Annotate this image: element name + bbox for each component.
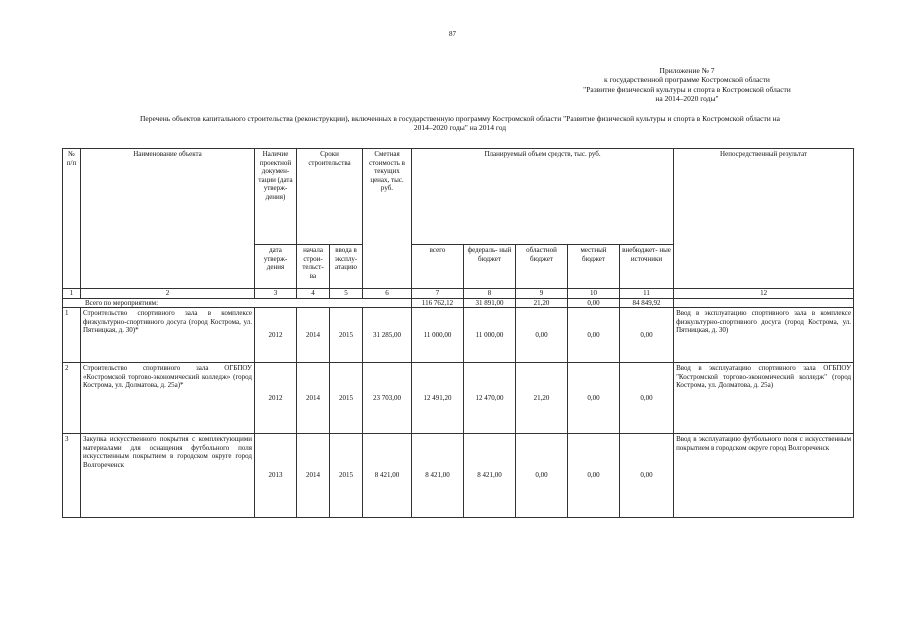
row-federal: 11 000,00 bbox=[464, 308, 516, 363]
subheader-regional: областной бюджет bbox=[516, 245, 568, 289]
row-doc-date: 2013 bbox=[255, 434, 297, 518]
column-number: 10 bbox=[568, 289, 620, 299]
column-number: 6 bbox=[363, 289, 412, 299]
row-local: 0,00 bbox=[568, 308, 620, 363]
total-extra: 84 849,92 bbox=[620, 298, 674, 308]
header-terms: Сроки строительства bbox=[297, 149, 363, 245]
row-start: 2014 bbox=[297, 308, 330, 363]
subheader-local: местный бюджет bbox=[568, 245, 620, 289]
column-number: 2 bbox=[81, 289, 255, 299]
row-num: 3 bbox=[63, 434, 81, 518]
title-line-1: Перечень объектов капитального строительства (реконструкции), включенных в государственную программу Костромской области "Развитие физической культуры и спорта в Костромской области на bbox=[140, 114, 780, 123]
row-extra: 0,00 bbox=[620, 434, 674, 518]
row-name: Закупка искусственного покрытия с комплектующими материалами для оснащения футбольного поля искусственным покрытием в городском округе город Волгореченск bbox=[81, 434, 255, 518]
row-commission: 2015 bbox=[330, 363, 363, 434]
document-title bbox=[60, 114, 860, 133]
row-cost: 23 703,00 bbox=[363, 363, 412, 434]
row-cost: 8 421,00 bbox=[363, 434, 412, 518]
row-regional: 0,00 bbox=[516, 308, 568, 363]
row-doc-date: 2012 bbox=[255, 363, 297, 434]
appendix-header bbox=[520, 66, 854, 104]
row-result: Ввод в эксплуатацию спортивного зала в комплексе физкультурно-спортивного досуга (город Кострома, ул. Пятницкая, д. 30) bbox=[674, 308, 854, 363]
column-number: 7 bbox=[412, 289, 464, 299]
header-result: Непосредственный результат bbox=[674, 149, 854, 289]
header-docs: Наличие проектной докумен- тации (дата утверж- дения) bbox=[255, 149, 297, 245]
row-num: 2 bbox=[63, 363, 81, 434]
column-number-row bbox=[63, 289, 854, 299]
row-result: Ввод в эксплуатацию футбольного поля с искусственным покрытием в городском округе город Волгореченск bbox=[674, 434, 854, 518]
appendix-line-2: к государственной программе Костромской области bbox=[604, 75, 770, 85]
objects-table bbox=[62, 148, 854, 518]
row-federal: 12 470,00 bbox=[464, 363, 516, 434]
row-local: 0,00 bbox=[568, 434, 620, 518]
row-cost: 31 285,00 bbox=[363, 308, 412, 363]
total-federal: 31 891,00 bbox=[464, 298, 516, 308]
header-num: № п/п bbox=[63, 149, 81, 289]
row-start: 2014 bbox=[297, 363, 330, 434]
header-name: Наименование объекта bbox=[81, 149, 255, 289]
row-total: 8 421,00 bbox=[412, 434, 464, 518]
row-name: Строительство спортивного зала в комплексе физкультурно-спортивного досуга (город Кострома, ул. Пятницкая, д. 30)* bbox=[81, 308, 255, 363]
appendix-line-3: "Развитие физической культуры и спорта в Костромской области bbox=[583, 84, 791, 94]
column-number: 8 bbox=[464, 289, 516, 299]
row-start: 2014 bbox=[297, 434, 330, 518]
row-total: 11 000,00 bbox=[412, 308, 464, 363]
row-local: 0,00 bbox=[568, 363, 620, 434]
header-row bbox=[63, 149, 854, 245]
column-number: 12 bbox=[674, 289, 854, 299]
row-federal: 8 421,00 bbox=[464, 434, 516, 518]
subheader-start: начала строи- тельст- ва bbox=[297, 245, 330, 289]
table-row bbox=[63, 363, 854, 434]
row-commission: 2015 bbox=[330, 434, 363, 518]
appendix-line-4: на 2014–2020 годы" bbox=[655, 94, 719, 104]
row-result: Ввод в эксплуатацию спортивного зала ОГБПОУ "Костромской торгово-экономический колледж" (город Кострома, ул. Долматова, д. 25а) bbox=[674, 363, 854, 434]
column-number: 9 bbox=[516, 289, 568, 299]
appendix-line-1: Приложение № 7 bbox=[659, 66, 715, 75]
header-planned: Планируемый объем средств, тыс. руб. bbox=[412, 149, 674, 245]
row-num: 1 bbox=[63, 308, 81, 363]
row-regional: 21,20 bbox=[516, 363, 568, 434]
column-number: 4 bbox=[297, 289, 330, 299]
row-total: 12 491,20 bbox=[412, 363, 464, 434]
total-result bbox=[674, 298, 854, 308]
row-name: Строительство спортивного зала ОГБПОУ «Костромской торгово-экономический колледж» (город Кострома, ул. Долматова, д. 25а)* bbox=[81, 363, 255, 434]
subheader-federal: федераль- ный бюджет bbox=[464, 245, 516, 289]
subheader-commission: ввода в эксплу- атацию bbox=[330, 245, 363, 289]
column-number: 3 bbox=[255, 289, 297, 299]
total-row bbox=[63, 298, 854, 308]
table-row bbox=[63, 434, 854, 518]
column-number: 11 bbox=[620, 289, 674, 299]
row-commission: 2015 bbox=[330, 308, 363, 363]
column-number: 5 bbox=[330, 289, 363, 299]
total-local: 0,00 bbox=[568, 298, 620, 308]
column-number: 1 bbox=[63, 289, 81, 299]
page-number: 87 bbox=[449, 30, 456, 38]
subheader-total: всего bbox=[412, 245, 464, 289]
total-label: Всего по мероприятиям: bbox=[63, 298, 412, 308]
subheader-doc-date: дата утверж- дения bbox=[255, 245, 297, 289]
title-line-2: 2014–2020 годы" на 2014 год bbox=[413, 123, 507, 133]
row-extra: 0,00 bbox=[620, 308, 674, 363]
table-row bbox=[63, 308, 854, 363]
row-regional: 0,00 bbox=[516, 434, 568, 518]
subheader-extra: внебюджет- ные источники bbox=[620, 245, 674, 289]
total-sum: 116 762,12 bbox=[412, 298, 464, 308]
row-doc-date: 2012 bbox=[255, 308, 297, 363]
total-regional: 21,20 bbox=[516, 298, 568, 308]
row-extra: 0,00 bbox=[620, 363, 674, 434]
header-cost: Сметная стоимость в текущих ценах, тыс. руб. bbox=[363, 149, 412, 289]
